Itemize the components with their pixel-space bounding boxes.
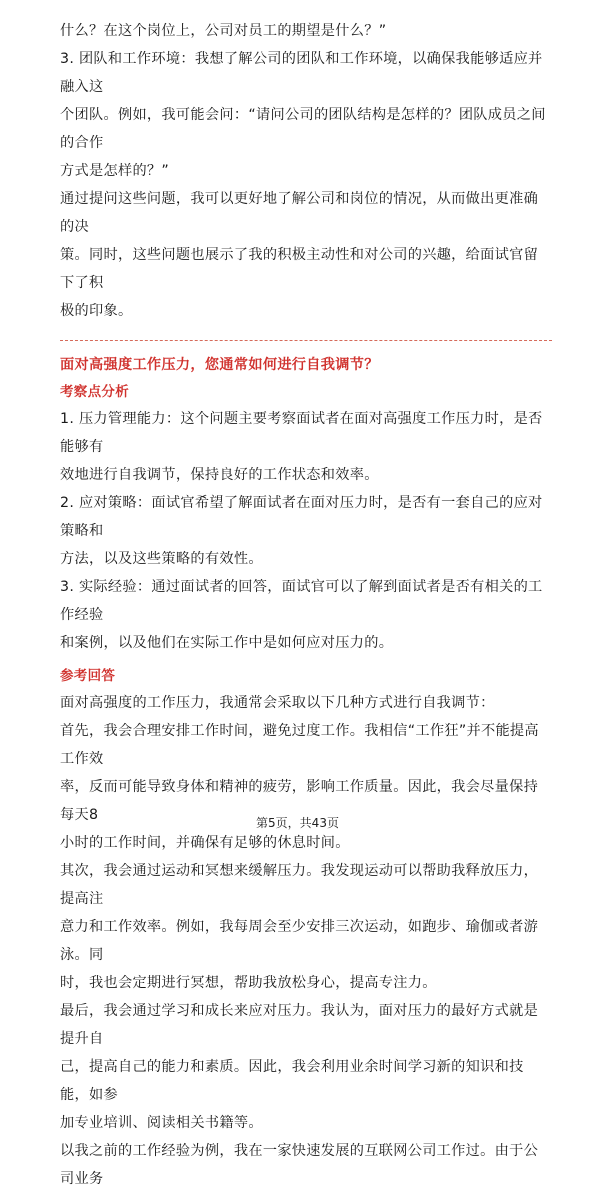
text-line: 加专业培训、阅读相关书籍等。 [60,1115,263,1131]
page-number: 第5页，共43页 [256,816,339,830]
analysis-section [60,405,552,657]
answer-heading: 参考回答 [60,668,116,684]
text-line: 小时的工作时间，并确保有足够的休息时间。 [60,835,350,851]
text-line: 策。同时，这些问题也展示了我的积极主动性和对公司的兴趣，给面试官留下了积 [60,247,539,291]
analysis-heading: 考察点分析 [60,384,129,400]
answer-section [60,689,552,1193]
text-line: 效地进行自我调节，保持良好的工作状态和效率。 [60,467,379,483]
text-line: 什么？在这个岗位上，公司对员工的期望是什么？” [60,23,387,39]
text-line: 率，反而可能导致身体和精神的疲劳，影响工作质量。因此，我会尽量保持每天8 [60,779,539,823]
question-title: 面对高强度工作压力，您通常如何进行自我调节？ [60,357,379,373]
text-line: 最后，我会通过学习和成长来应对压力。我认为，面对压力的最好方式就是提升自 [60,1003,539,1047]
section-divider [60,340,552,341]
text-line: 极的印象。 [60,303,133,319]
text-line: 时，我也会定期进行冥想，帮助我放松身心，提高专注力。 [60,975,437,991]
text-line: 个团队。例如，我可能会问：“请问公司的团队结构是怎样的？团队成员之间的合作 [60,107,546,151]
text-line: 首先，我会合理安排工作时间，避免过度工作。我相信“工作狂”并不能提高工作效 [60,723,539,767]
text-line: 和案例，以及他们在实际工作中是如何应对压力的。 [60,635,394,651]
text-line: 方式是怎样的？” [60,163,170,179]
text-line: 通过提问这些问题，我可以更好地了解公司和岗位的情况，从而做出更准确的决 [60,191,539,235]
text-line: 面对高强度的工作压力，我通常会采取以下几种方式进行自我调节： [60,695,495,711]
text-line: 3. 团队和工作环境：我想了解公司的团队和工作环境，以确保我能够适应并融入这 [60,51,543,95]
text-line: 1. 压力管理能力：这个问题主要考察面试者在面对高强度工作压力时，是否能够有 [60,411,543,455]
text-line: 方法，以及这些策略的有效性。 [60,551,263,567]
text-line: 2. 应对策略：面试官希望了解面试者在面对压力时，是否有一套自己的应对策略和 [60,495,543,539]
previous-answer-continuation [60,17,552,325]
text-line: 3. 实际经验：通过面试者的回答，面试官可以了解到面试者是否有相关的工作经验 [60,579,543,623]
text-line: 己，提高自己的能力和素质。因此，我会利用业余时间学习新的知识和技能，如参 [60,1059,524,1103]
page-content [60,17,552,1193]
text-line: 以我之前的工作经验为例，我在一家快速发展的互联网公司工作过。由于公司业务 [60,1143,539,1187]
text-line: 意力和工作效率。例如，我每周会至少安排三次运动，如跑步、瑜伽或者游泳。同 [60,919,539,963]
text-line: 其次，我会通过运动和冥想来缓解压力。我发现运动可以帮助我释放压力，提高注 [60,863,539,907]
